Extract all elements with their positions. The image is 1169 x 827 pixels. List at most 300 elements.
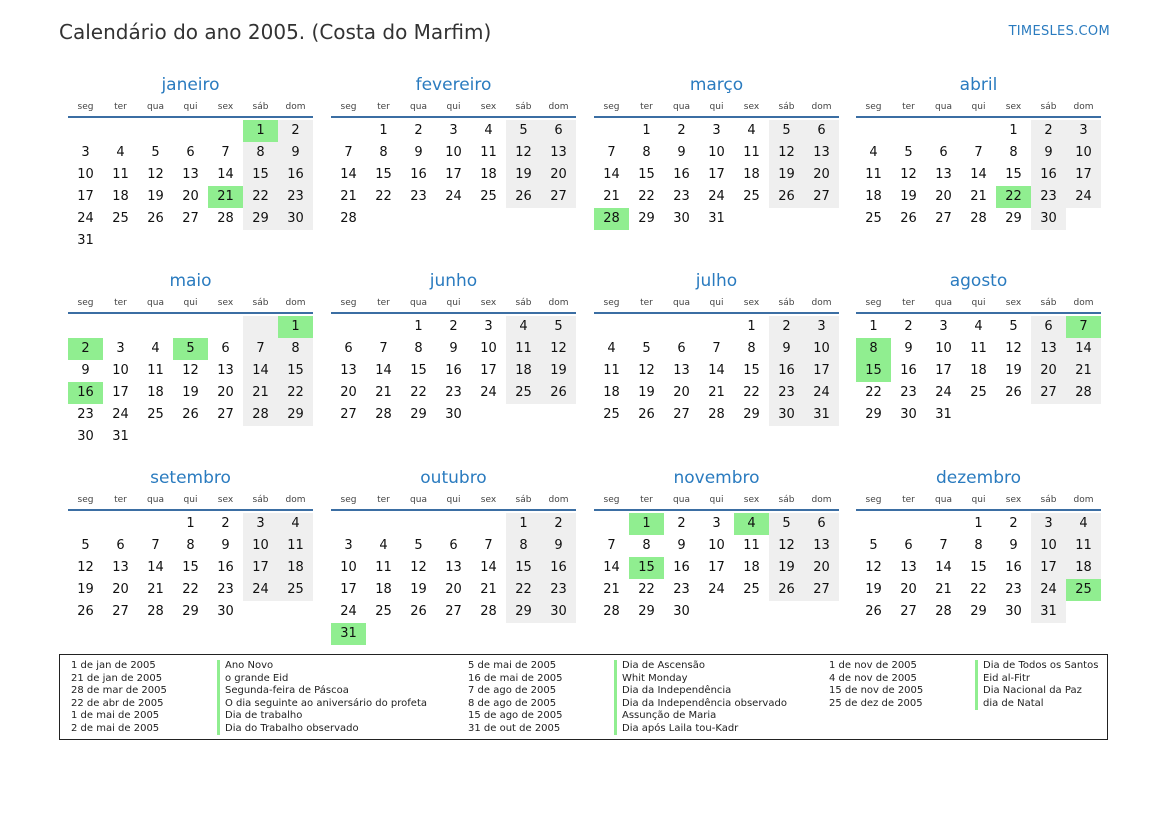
day-cell: 1 [974, 516, 983, 531]
weekday-label: dom [548, 102, 569, 112]
day-cell: 2 [1009, 516, 1018, 531]
day-cell: 4 [278, 513, 313, 535]
day-cell: 7 [712, 341, 721, 356]
day-cell: 10 [935, 341, 952, 356]
day-cell: 19 [865, 582, 882, 597]
day-cell: 8 [506, 535, 541, 557]
page-title: Calendário do ano 2005. (Costa do Marfim) [59, 20, 492, 44]
day-cell: 21 [708, 385, 725, 400]
day-cell: 21 [1066, 360, 1101, 382]
empty-cell [366, 513, 401, 535]
day-cell: 8 [379, 145, 388, 160]
empty-cell [138, 316, 173, 338]
empty-cell [1066, 601, 1101, 623]
empty-cell [401, 623, 436, 645]
weekday-label: seg [865, 495, 882, 505]
day-cell: 8 [642, 538, 651, 553]
day-cell: 9 [677, 145, 686, 160]
day-cell: 2 [278, 120, 313, 142]
day-cell: 23 [673, 189, 690, 204]
day-cell: 19 [147, 189, 164, 204]
empty-cell [138, 513, 173, 535]
day-cell: 5 [904, 145, 913, 160]
day-cell: 12 [541, 338, 576, 360]
legend-item [468, 673, 787, 686]
legend-item [829, 673, 1098, 686]
day-cell: 18 [743, 560, 760, 575]
day-cell: 30 [1031, 208, 1066, 230]
legend-item [468, 710, 787, 723]
holiday-day-cell: 1 [629, 513, 664, 535]
weekday-label: ter [114, 495, 127, 505]
day-cell: 14 [970, 167, 987, 182]
day-cell: 15 [1005, 167, 1022, 182]
day-cell: 2 [541, 513, 576, 535]
day-cell: 15 [375, 167, 392, 182]
day-cell: 26 [77, 604, 94, 619]
day-cell: 24 [804, 382, 839, 404]
day-cell: 17 [480, 363, 497, 378]
weekday-header [594, 296, 839, 314]
day-cell: 11 [112, 167, 129, 182]
day-cell: 21 [147, 582, 164, 597]
month-junho [331, 270, 576, 426]
day-cell: 22 [410, 385, 427, 400]
day-cell: 2 [449, 319, 458, 334]
day-cell: 11 [375, 560, 392, 575]
day-cell: 23 [541, 579, 576, 601]
day-cell: 24 [935, 385, 952, 400]
weekday-label: seg [340, 102, 357, 112]
weekday-label: dom [1073, 495, 1094, 505]
empty-cell [471, 404, 506, 426]
holiday-legend [59, 654, 1108, 740]
day-cell: 17 [243, 557, 278, 579]
day-cell: 16 [445, 363, 462, 378]
weekday-label: sáb [252, 495, 269, 505]
day-cell: 25 [480, 189, 497, 204]
empty-cell [243, 316, 278, 338]
weekday-label: seg [340, 495, 357, 505]
holiday-day-cell: 16 [68, 382, 103, 404]
day-cell: 3 [344, 538, 353, 553]
empty-cell [926, 513, 961, 535]
day-cell: 22 [375, 189, 392, 204]
empty-cell [243, 426, 278, 448]
empty-cell [173, 426, 208, 448]
day-cell: 28 [480, 604, 497, 619]
holiday-name: Whit Monday [614, 673, 688, 686]
weekday-label: qui [446, 495, 461, 505]
day-cell: 12 [900, 167, 917, 182]
day-cell: 25 [375, 604, 392, 619]
day-cell: 19 [506, 164, 541, 186]
holiday-date: 5 de mai de 2005 [468, 660, 557, 671]
empty-cell [331, 513, 366, 535]
weekday-label: ter [902, 298, 915, 308]
day-cell: 23 [673, 582, 690, 597]
day-cell: 15 [638, 167, 655, 182]
weekday-label: seg [603, 102, 620, 112]
day-cell: 31 [935, 407, 952, 422]
weekday-label: qua [673, 102, 690, 112]
day-cell: 25 [743, 582, 760, 597]
day-cell: 25 [506, 382, 541, 404]
empty-cell [541, 404, 576, 426]
day-cell: 30 [769, 404, 804, 426]
empty-cell [856, 120, 891, 142]
day-cell: 24 [243, 579, 278, 601]
day-cell: 17 [77, 189, 94, 204]
legend-item [468, 660, 787, 673]
weekday-header [68, 100, 313, 118]
day-cell: 3 [939, 319, 948, 334]
day-cell: 7 [607, 538, 616, 553]
empty-cell [1066, 208, 1101, 230]
day-cell: 6 [804, 513, 839, 535]
day-cell: 18 [865, 189, 882, 204]
holiday-date: 4 de nov de 2005 [829, 672, 917, 684]
weekday-label: dom [548, 495, 569, 505]
weekday-label: dom [1073, 298, 1094, 308]
day-cell: 8 [186, 538, 195, 553]
day-cell: 13 [900, 560, 917, 575]
empty-cell [331, 120, 366, 142]
weekday-label: dom [811, 495, 832, 505]
month-março [594, 74, 839, 230]
day-cell: 6 [541, 120, 576, 142]
empty-cell [769, 601, 804, 623]
holiday-day-cell: 2 [68, 338, 103, 360]
day-cell: 23 [900, 385, 917, 400]
empty-cell [769, 208, 804, 230]
day-cell: 20 [541, 164, 576, 186]
day-cell: 20 [804, 164, 839, 186]
day-cell: 25 [603, 407, 620, 422]
empty-cell [208, 120, 243, 142]
weekday-label: qui [971, 495, 986, 505]
day-cell: 13 [217, 363, 234, 378]
day-cell: 10 [112, 363, 129, 378]
weekday-label: ter [902, 495, 915, 505]
day-cell: 26 [1005, 385, 1022, 400]
day-cell: 17 [1066, 164, 1101, 186]
brand-link[interactable]: TIMESLES.COM [1008, 24, 1110, 39]
day-cell: 12 [147, 167, 164, 182]
day-cell: 19 [769, 557, 804, 579]
day-cell: 20 [673, 385, 690, 400]
day-cell: 4 [974, 319, 983, 334]
day-cell: 7 [344, 145, 353, 160]
day-cell: 8 [1009, 145, 1018, 160]
weekday-label: seg [865, 102, 882, 112]
day-cell: 2 [769, 316, 804, 338]
empty-cell [891, 120, 926, 142]
day-cell: 15 [970, 560, 987, 575]
weekday-label: qui [709, 298, 724, 308]
day-cell: 20 [935, 189, 952, 204]
weekday-label: seg [603, 298, 620, 308]
legend-item [468, 698, 787, 711]
legend-column [468, 660, 787, 735]
weekday-label: qua [673, 495, 690, 505]
day-cell: 29 [278, 404, 313, 426]
holiday-date: 21 de jan de 2005 [71, 672, 163, 684]
day-cell: 21 [603, 582, 620, 597]
weekday-label: sáb [252, 298, 269, 308]
weekday-label: qui [446, 102, 461, 112]
empty-cell [138, 426, 173, 448]
month-agosto [856, 270, 1101, 426]
weekday-label: qui [183, 495, 198, 505]
empty-cell [366, 316, 401, 338]
day-cell: 27 [804, 186, 839, 208]
empty-cell [331, 316, 366, 338]
day-cell: 6 [677, 341, 686, 356]
day-cell: 4 [484, 123, 493, 138]
month-title: fevereiro [415, 75, 492, 95]
day-cell: 17 [935, 363, 952, 378]
empty-cell [471, 208, 506, 230]
day-cell: 2 [677, 516, 686, 531]
empty-cell [278, 601, 313, 623]
day-cell: 22 [638, 582, 655, 597]
empty-cell [173, 230, 208, 252]
weekday-label: sex [217, 495, 234, 505]
empty-cell [926, 120, 961, 142]
month-title: maio [169, 271, 212, 291]
empty-cell [961, 404, 996, 426]
day-cell: 3 [449, 123, 458, 138]
day-cell: 9 [1009, 538, 1018, 553]
month-julho [594, 270, 839, 426]
day-cell: 24 [77, 211, 94, 226]
weekday-label: sáb [778, 495, 795, 505]
empty-cell [103, 513, 138, 535]
day-cell: 28 [243, 404, 278, 426]
legend-item [71, 660, 427, 673]
day-cell: 9 [904, 341, 913, 356]
legend-item [71, 698, 427, 711]
day-grid [856, 316, 1101, 426]
weekday-label: seg [340, 298, 357, 308]
day-cell: 11 [1066, 535, 1101, 557]
weekday-header [856, 100, 1101, 118]
holiday-date: 1 de mai de 2005 [71, 710, 160, 721]
day-cell: 18 [506, 360, 541, 382]
day-cell: 30 [541, 601, 576, 623]
day-cell: 1 [506, 513, 541, 535]
holiday-date: 25 de dez de 2005 [829, 697, 923, 709]
empty-cell [734, 208, 769, 230]
day-grid [594, 513, 839, 623]
day-cell: 22 [182, 582, 199, 597]
day-cell: 25 [112, 211, 129, 226]
day-grid [331, 513, 576, 645]
weekday-header [856, 296, 1101, 314]
weekday-label: sex [743, 495, 760, 505]
weekday-header [68, 493, 313, 511]
day-grid [331, 120, 576, 230]
day-cell: 29 [638, 211, 655, 226]
legend-column [71, 660, 427, 735]
empty-cell [996, 404, 1031, 426]
holiday-date: 7 de ago de 2005 [468, 685, 557, 696]
day-cell: 11 [147, 363, 164, 378]
weekday-label: sex [480, 102, 497, 112]
day-cell: 17 [708, 167, 725, 182]
weekday-label: ter [114, 298, 127, 308]
day-cell: 22 [865, 385, 882, 400]
day-cell: 4 [151, 341, 160, 356]
day-cell: 21 [970, 189, 987, 204]
empty-cell [103, 230, 138, 252]
day-cell: 29 [410, 407, 427, 422]
day-cell: 9 [221, 538, 230, 553]
day-cell: 13 [935, 167, 952, 182]
day-cell: 28 [217, 211, 234, 226]
day-cell: 29 [638, 604, 655, 619]
empty-cell [366, 623, 401, 645]
day-cell: 12 [769, 535, 804, 557]
day-cell: 10 [708, 538, 725, 553]
day-cell: 7 [379, 341, 388, 356]
day-cell: 25 [147, 407, 164, 422]
day-cell: 11 [743, 538, 760, 553]
weekday-label: qua [410, 495, 427, 505]
day-cell: 15 [278, 360, 313, 382]
day-cell: 30 [445, 407, 462, 422]
day-cell: 18 [970, 363, 987, 378]
weekday-label: ter [640, 298, 653, 308]
day-cell: 15 [243, 164, 278, 186]
empty-cell [208, 316, 243, 338]
day-cell: 26 [182, 407, 199, 422]
day-cell: 22 [506, 579, 541, 601]
day-cell: 4 [379, 538, 388, 553]
legend-item [71, 723, 427, 736]
day-cell: 13 [112, 560, 129, 575]
day-cell: 21 [375, 385, 392, 400]
empty-cell [541, 623, 576, 645]
day-cell: 20 [1031, 360, 1066, 382]
day-grid [594, 120, 839, 230]
day-cell: 30 [217, 604, 234, 619]
day-cell: 24 [1031, 579, 1066, 601]
day-cell: 15 [410, 363, 427, 378]
day-cell: 3 [1031, 513, 1066, 535]
day-cell: 24 [708, 189, 725, 204]
day-cell: 3 [81, 145, 90, 160]
holiday-name: Dia da Independência observado [614, 698, 787, 711]
day-cell: 29 [1005, 211, 1022, 226]
day-cell: 30 [673, 604, 690, 619]
weekday-label: sex [217, 298, 234, 308]
weekday-label: qui [971, 102, 986, 112]
day-cell: 26 [769, 579, 804, 601]
day-cell: 11 [865, 167, 882, 182]
day-cell: 19 [182, 385, 199, 400]
holiday-day-cell: 8 [856, 338, 891, 360]
day-cell: 16 [541, 557, 576, 579]
day-cell: 14 [603, 560, 620, 575]
day-cell: 3 [712, 123, 721, 138]
holiday-name: Dia Nacional da Paz [975, 685, 1082, 698]
day-cell: 22 [638, 189, 655, 204]
empty-cell [471, 623, 506, 645]
empty-cell [734, 601, 769, 623]
weekday-label: seg [77, 298, 94, 308]
day-cell: 24 [445, 189, 462, 204]
empty-cell [594, 316, 629, 338]
weekday-label: sex [1005, 298, 1022, 308]
weekday-label: sáb [778, 298, 795, 308]
day-cell: 2 [904, 319, 913, 334]
day-cell: 8 [642, 145, 651, 160]
weekday-label: ter [640, 102, 653, 112]
day-cell: 7 [974, 145, 983, 160]
empty-cell [138, 120, 173, 142]
holiday-day-cell: 15 [629, 557, 664, 579]
day-cell: 6 [904, 538, 913, 553]
day-cell: 8 [278, 338, 313, 360]
day-cell: 27 [804, 579, 839, 601]
legend-item [71, 673, 427, 686]
day-cell: 26 [865, 604, 882, 619]
day-cell: 28 [340, 211, 357, 226]
day-cell: 26 [541, 382, 576, 404]
day-cell: 18 [375, 582, 392, 597]
day-cell: 9 [278, 142, 313, 164]
day-cell: 12 [1005, 341, 1022, 356]
weekday-label: qua [935, 298, 952, 308]
day-cell: 31 [112, 429, 129, 444]
day-cell: 17 [1031, 557, 1066, 579]
weekday-label: qua [935, 102, 952, 112]
day-cell: 5 [506, 120, 541, 142]
day-cell: 14 [340, 167, 357, 182]
month-title: outubro [420, 468, 487, 488]
day-cell: 28 [970, 211, 987, 226]
month-title: julho [695, 271, 738, 291]
empty-cell [594, 513, 629, 535]
day-cell: 10 [445, 145, 462, 160]
day-cell: 29 [743, 407, 760, 422]
day-cell: 5 [869, 538, 878, 553]
holiday-day-cell: 21 [208, 186, 243, 208]
holiday-date: 15 de ago de 2005 [468, 710, 563, 721]
weekday-header [331, 296, 576, 314]
legend-column [829, 660, 1098, 710]
holiday-name: Dia de trabalho [217, 710, 302, 723]
day-cell: 1 [747, 319, 756, 334]
day-cell: 27 [182, 211, 199, 226]
legend-item [468, 685, 787, 698]
weekday-label: dom [811, 298, 832, 308]
day-cell: 7 [607, 145, 616, 160]
day-cell: 18 [743, 167, 760, 182]
day-cell: 5 [414, 538, 423, 553]
day-grid [331, 316, 576, 426]
day-cell: 4 [607, 341, 616, 356]
day-cell: 27 [340, 407, 357, 422]
empty-cell [278, 230, 313, 252]
weekday-label: dom [285, 495, 306, 505]
day-cell: 1 [379, 123, 388, 138]
day-cell: 16 [410, 167, 427, 182]
empty-cell [208, 230, 243, 252]
day-cell: 28 [603, 604, 620, 619]
